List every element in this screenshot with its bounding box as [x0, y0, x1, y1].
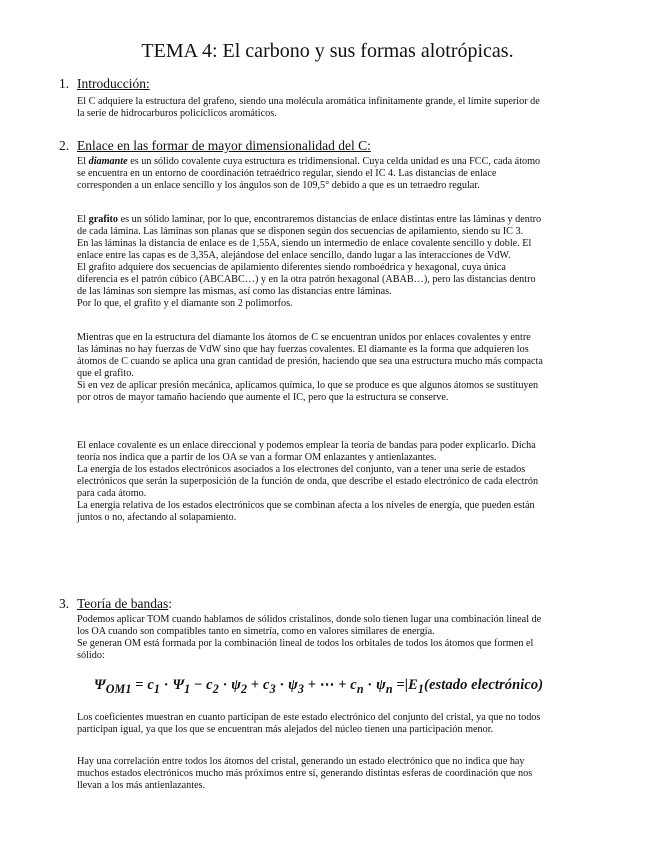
text-line: La energía relativa de los estados electrónicos que se combinan afecta a los niveles de energía, que pueden están: [77, 500, 535, 511]
document-title: TEMA 4: El carbono y sus formas alotrópicas.: [141, 40, 514, 62]
text-line: En las láminas la distancia de enlace es de 1,55A, siendo un intermedio de enlace covalente sencillo y doble. El: [77, 238, 532, 249]
text-line: por otros de mayor tamaño haciendo que aumente el IC, pero que la estructura se conserve.: [77, 392, 449, 403]
text-line: de cada lámina. Las láminas son planas que se disponen según dos secuencias de apilamiento, siendo su IC 3.: [77, 226, 524, 237]
text-line: El grafito es un sólido laminar, por lo que, encontraremos distancias de enlace distintas entre las láminas y dentro: [77, 214, 542, 225]
text-line: Podemos aplicar TOM cuando hablamos de sólidos cristalinos, donde solo tienen lugar una combinación lineal de: [77, 614, 542, 625]
text-line: teoría nos indica que a partir de los OA se van a formar OM enlazantes y antienlazantes.: [77, 452, 437, 463]
section-title: Teoría de bandas: [77, 596, 169, 611]
text-line: El enlace covalente es un enlace direccional y podemos emplear la teoría de bandas para poder explicarlo. Dicha: [77, 440, 536, 451]
text-line: juntos o no, afectando al solapamiento.: [77, 512, 237, 523]
text-line: Si en vez de aplicar presión mecánica, aplicamos química, lo que se produce es que algunos átomos se sustituyen: [77, 380, 539, 391]
section-title: Enlace en las formar de mayor dimensionalidad del C:: [77, 138, 371, 153]
text-line: corresponden a un enlace sencillo y los ángulos son de 109,5° debido a que es un tetraedro regular.: [77, 180, 480, 191]
section-2-heading: [59, 138, 371, 154]
text-line: las láminas no hay fuerzas de VdW sino que hay fuerzas covalentes. El diamante es la forma que adquieren los: [77, 344, 529, 355]
text-line: electrónicos que serán la superposición de la función de onda, que describe el estado electrónico de cada electrón: [77, 476, 539, 487]
section-1-heading: [59, 76, 150, 92]
text-line: se encuentra en un entorno de coordinación tetraédrico regular, siendo el IC 4. Las distancias de enlace: [77, 168, 497, 179]
text-line: El diamante es un sólido covalente cuya estructura es tridimensional. Cuya celda unidad es una FCC, cada átomo: [77, 156, 541, 167]
text-line: que el grafito.: [77, 368, 134, 379]
text-line: El grafito adquiere dos secuencias de apilamiento diferentes siendo romboédrica y hexagonal, cuya única: [77, 262, 506, 273]
text-line: Los coeficientes muestran en cuanto participan de este estado electrónico del conjunto del cristal, ya que no todos: [77, 712, 541, 723]
text-line: diferencia es el patrón cúbico (ABCABC…) y en la otra patrón hexagonal (ABAB…), pero las distancias dentro: [77, 274, 536, 285]
text-line: muchos estados electrónicos mucho más próximos entre sí, generando distintas esferas de coordinación que nos: [77, 768, 533, 779]
text-line: Se generan OM está formada por la combinación lineal de todos los orbitales de todos los átomos que formen el: [77, 638, 534, 649]
section-number: 1.: [59, 76, 70, 91]
text-line: participan igual, ya que los que se encuentran más alejados del núcleo tienen una participación menor.: [77, 724, 494, 735]
text-line: Hay una correlación entre todos los átomos del cristal, generando un estado electrónico que no indica que hay: [77, 756, 525, 767]
section-3-heading: 3. Teoría de bandas:: [59, 596, 173, 611]
text-line: El C adquiere la estructura del grafeno, siendo una molécula aromática infinitamente grande, el límite superior de: [77, 96, 540, 107]
text-line: átomos de C cuando se aplica una gran cantidad de presión, haciendo que sea una estructura mucho más compacta: [77, 356, 543, 367]
text-line: sólido:: [77, 650, 105, 661]
section-title: Introducción:: [77, 76, 150, 91]
text-line: Por lo que, el grafito y el diamante son 2 polimorfos.: [77, 298, 293, 309]
section-number: 3.: [59, 596, 70, 611]
text-line: llevan a los más antienlazantes.: [77, 780, 206, 791]
text-line: enlace entre las capas es de 3,35A, alejándose del enlace sencillo, dando lugar a las interacciones de VdW.: [77, 250, 511, 261]
term-diamante: diamante: [88, 156, 128, 167]
text-line: para cada átomo.: [77, 488, 147, 499]
text-line: de las láminas son siempre las mismas, así como las distancias entre láminas.: [77, 286, 392, 297]
text-line: la serie de hidrocarburos policíclicos aromáticos.: [77, 108, 277, 119]
text-line: La energía de los estados electrónicos asociados a los electrones del conjunto, van a tener una serie de estados: [77, 464, 526, 475]
section-number: 2.: [59, 138, 70, 153]
text-line: los OA cuando son compatibles tanto en simetría, como en valores similares de energía.: [77, 626, 435, 637]
lcao-formula: $\Psi_{OM1} = c_1 \cdot \Psi_1 - c_2 \cdot \psi_2 + c_3 \cdot \psi_3$ + ⋯ + $c_n \cdot \psi_n$ $=|E_1(estado$ electrónico): [94, 677, 544, 696]
text-line: Mientras que en la estructura del diamante los átomos de C se encuentran unidos por enlaces covalentes y entre: [77, 332, 531, 343]
term-grafito: grafito: [88, 214, 119, 225]
